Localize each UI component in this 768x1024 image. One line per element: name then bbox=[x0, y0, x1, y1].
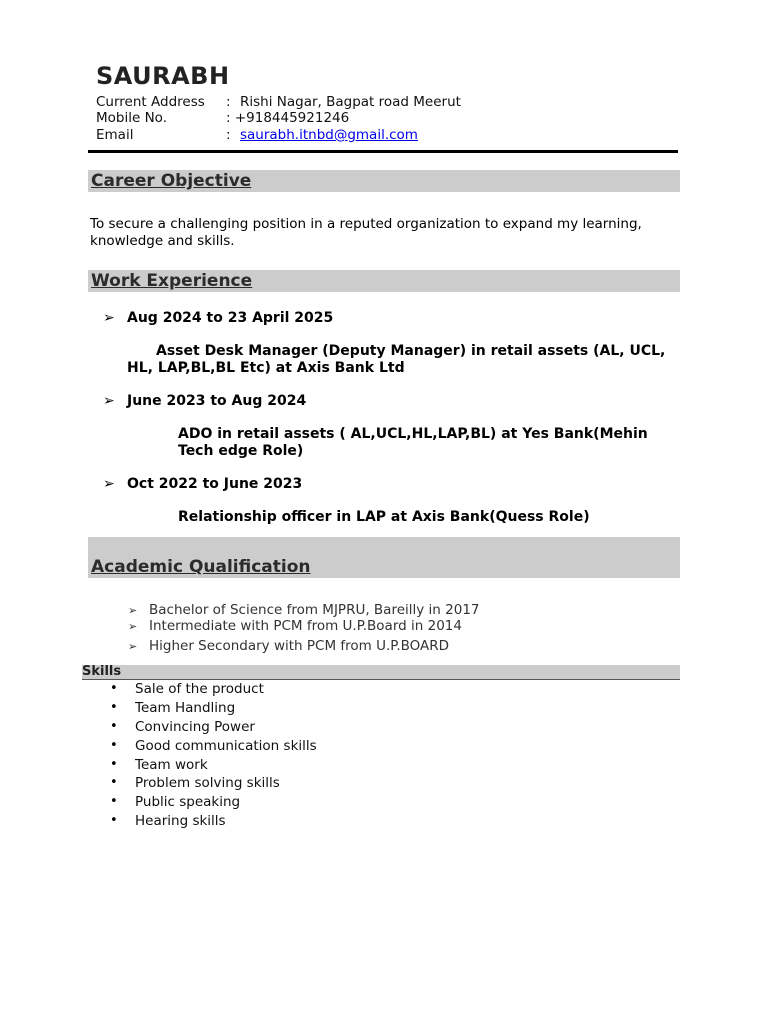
skill-item: Good communication skills bbox=[135, 738, 317, 754]
mobile-label: Mobile No. bbox=[96, 110, 167, 126]
job-role-line-2: HL, LAP,BL,BL Etc) at Axis Bank Ltd bbox=[127, 360, 405, 376]
work-experience-title: Work Experience bbox=[91, 271, 253, 291]
qualification-item: Intermediate with PCM from U.P.Board in 2014 bbox=[149, 618, 462, 634]
mobile-value: : +918445921246 bbox=[226, 110, 350, 126]
email-label: Email bbox=[96, 127, 134, 143]
candidate-name: SAURABH bbox=[96, 62, 230, 90]
address-separator: : bbox=[226, 94, 231, 110]
job-role-line-1: Relationship officer in LAP at Axis Bank(Quess Role) bbox=[178, 509, 590, 525]
bullet-icon: • bbox=[110, 681, 118, 696]
job-period: June 2023 to Aug 2024 bbox=[127, 393, 307, 409]
job-role-line-2: Tech edge Role) bbox=[178, 443, 304, 459]
bullet-icon: • bbox=[110, 719, 118, 734]
job-role-line-1: ADO in retail assets ( AL,UCL,HL,LAP,BL) at Yes Bank(Mehin bbox=[178, 426, 648, 442]
skill-item: Hearing skills bbox=[135, 813, 226, 829]
bullet-icon: • bbox=[110, 700, 118, 715]
skills-title: Skills bbox=[82, 664, 122, 679]
arrow-bullet-icon: ➢ bbox=[128, 604, 138, 617]
skills-header bbox=[82, 665, 680, 680]
job-role-line-1: Asset Desk Manager (Deputy Manager) in retail assets (AL, UCL, bbox=[156, 343, 666, 359]
bullet-icon: • bbox=[110, 757, 118, 772]
career-objective-title: Career Objective bbox=[91, 171, 252, 191]
address-value: Rishi Nagar, Bagpat road Meerut bbox=[240, 94, 461, 110]
skill-item: Public speaking bbox=[135, 794, 241, 810]
bullet-icon: • bbox=[110, 738, 118, 753]
address-label: Current Address bbox=[96, 94, 205, 110]
academic-header bbox=[88, 537, 680, 578]
skill-item: Convincing Power bbox=[135, 719, 255, 735]
job-period: Oct 2022 to June 2023 bbox=[127, 476, 303, 492]
email-link[interactable]: saurabh.itnbd@gmail.com bbox=[240, 127, 418, 143]
arrow-bullet-icon: ➢ bbox=[103, 476, 115, 492]
career-objective-line-2: knowledge and skills. bbox=[90, 233, 235, 249]
qualification-item: Higher Secondary with PCM from U.P.BOARD bbox=[149, 638, 450, 654]
arrow-bullet-icon: ➢ bbox=[128, 640, 138, 653]
skill-item: Sale of the product bbox=[135, 681, 264, 697]
qualification-item: Bachelor of Science from MJPRU, Bareilly in 2017 bbox=[149, 602, 480, 618]
arrow-bullet-icon: ➢ bbox=[128, 620, 138, 633]
career-objective-line-1: To secure a challenging position in a reputed organization to expand my learning, bbox=[90, 216, 642, 232]
header-divider bbox=[88, 150, 678, 153]
work-experience-header bbox=[88, 270, 680, 292]
email-separator: : bbox=[226, 127, 231, 143]
academic-title: Academic Qualification bbox=[91, 557, 311, 577]
bullet-icon: • bbox=[110, 813, 118, 828]
arrow-bullet-icon: ➢ bbox=[103, 310, 115, 326]
bullet-icon: • bbox=[110, 775, 118, 790]
job-period: Aug 2024 to 23 April 2025 bbox=[127, 310, 334, 326]
skill-item: Problem solving skills bbox=[135, 775, 280, 791]
bullet-icon: • bbox=[110, 794, 118, 809]
skill-item: Team work bbox=[135, 757, 208, 773]
career-objective-header bbox=[88, 170, 680, 192]
skill-item: Team Handling bbox=[135, 700, 236, 716]
arrow-bullet-icon: ➢ bbox=[103, 393, 115, 409]
